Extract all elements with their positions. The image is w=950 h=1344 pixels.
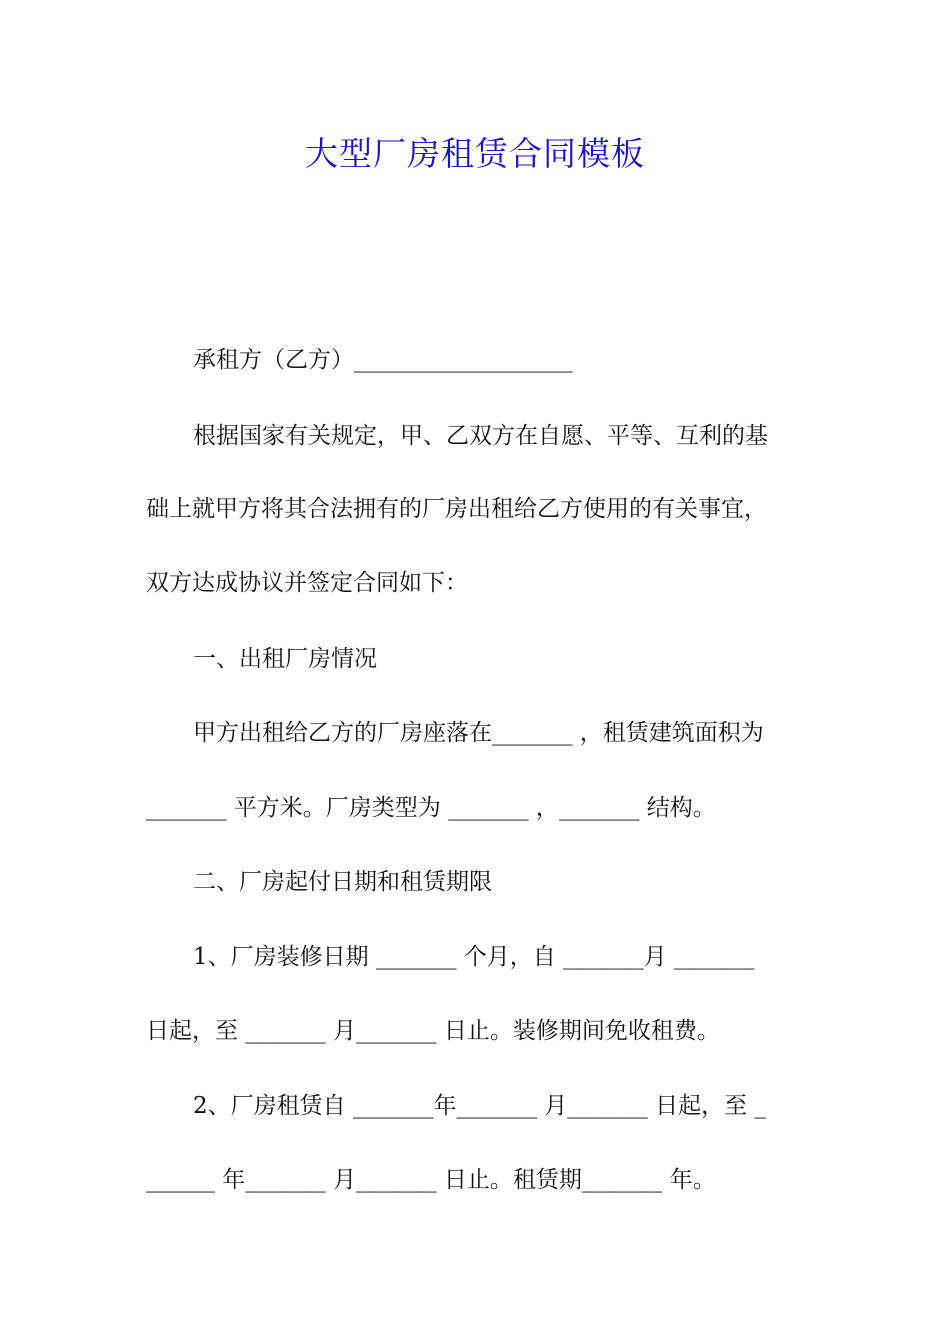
- preamble-line-3: 双方达成协议并签定合同如下：: [146, 570, 468, 596]
- lessee-line: 承租方（乙方）___________________: [193, 347, 573, 373]
- clause-2-line-1: 2、厂房租赁自 _______年_______ 月_______ 日起，至 _: [193, 1093, 766, 1119]
- property-line-1: 甲方出租给乙方的厂房座落在_______ ，租赁建筑面积为: [193, 720, 764, 746]
- preamble-line-2: 础上就甲方将其合法拥有的厂房出租给乙方使用的有关事宜，: [146, 496, 767, 522]
- clause-2-line-2: ______ 年_______ 月_______ 日止。租赁期_______ 年。: [146, 1167, 716, 1193]
- section-heading-1: 一、出租厂房情况: [193, 646, 377, 672]
- document-title: 大型厂房租赁合同模板: [305, 134, 645, 173]
- clause-1-line-1: 1、厂房装修日期 _______ 个月，自 _______月 _______: [193, 944, 755, 970]
- clause-1-line-2: 日起，至 _______ 月_______ 日止。装修期间免收租费。: [146, 1018, 720, 1044]
- property-line-2: _______ 平方米。厂房类型为 _______ ，_______ 结构。: [146, 795, 716, 821]
- preamble-line-1: 根据国家有关规定，甲、乙双方在自愿、平等、互利的基: [193, 423, 768, 449]
- section-heading-2: 二、厂房起付日期和租赁期限: [193, 869, 492, 895]
